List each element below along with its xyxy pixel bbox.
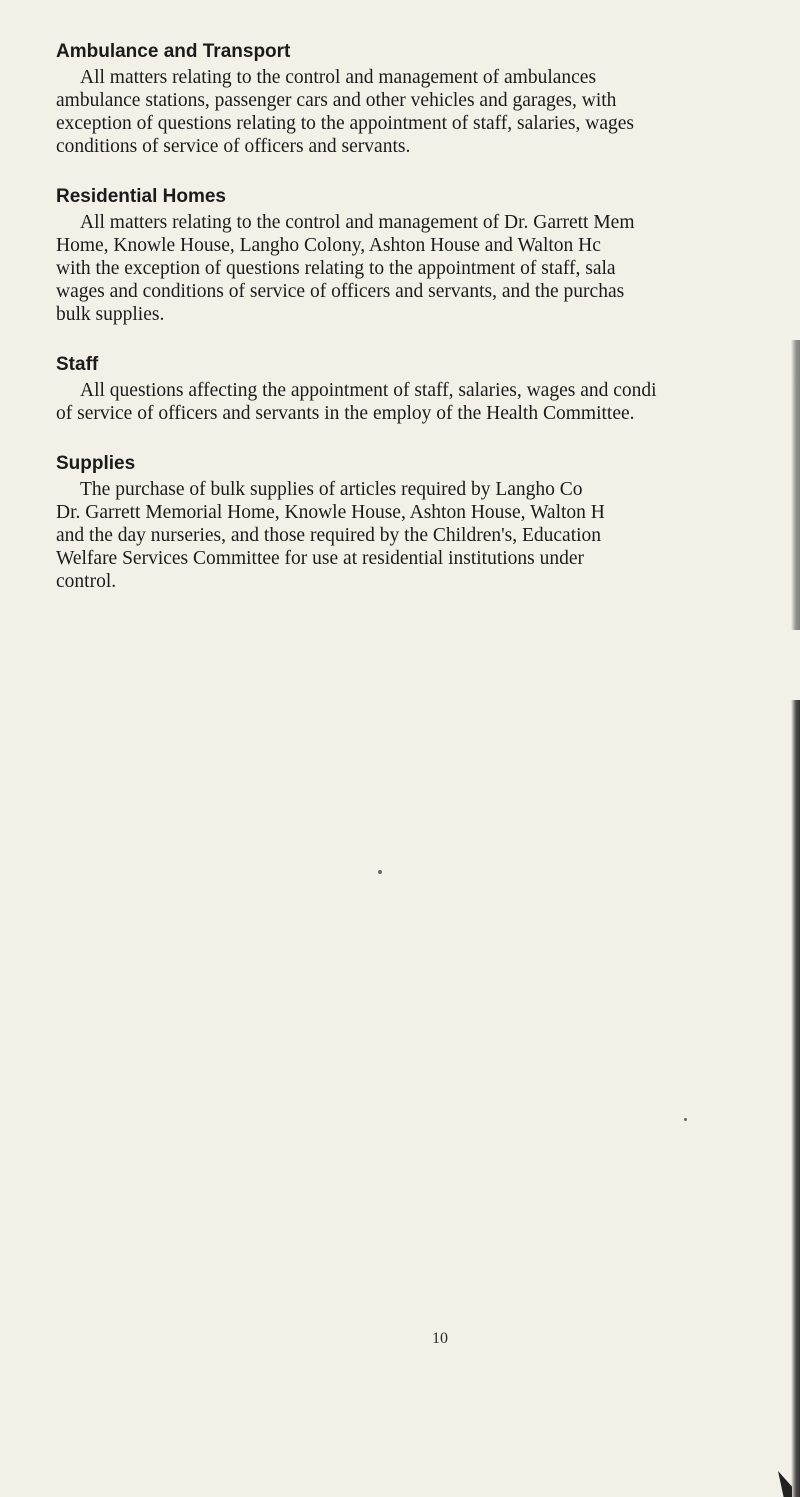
paragraph-line: All matters relating to the control and management of ambulances	[80, 67, 597, 88]
page-number: 10	[432, 1330, 448, 1347]
paragraph-line: All matters relating to the control and management of Dr. Garrett Mem	[80, 212, 635, 233]
paragraph-line: All questions affecting the appointment of staff, salaries, wages and condi	[80, 380, 657, 401]
scan-corner-artifact	[778, 1471, 792, 1497]
section-paragraph	[56, 211, 800, 326]
section-ambulance-transport	[56, 40, 800, 158]
paragraph-line: conditions of service of officers and servants.	[56, 136, 411, 157]
paragraph-line: bulk supplies.	[56, 304, 165, 325]
section-spacer	[56, 158, 800, 185]
scan-edge-shadow	[791, 700, 800, 1497]
section-paragraph	[56, 478, 800, 593]
paragraph-line: with the exception of questions relating to the appointment of staff, sala	[56, 258, 616, 279]
scan-speck	[378, 870, 382, 874]
section-spacer	[56, 326, 800, 353]
paragraph-line: ambulance stations, passenger cars and other vehicles and garages, with	[56, 90, 617, 111]
paragraph-line: and the day nurseries, and those required by the Children's, Education	[56, 525, 602, 546]
scan-edge-shadow	[791, 340, 800, 630]
paragraph-line: The purchase of bulk supplies of articles required by Langho Co	[80, 479, 583, 500]
section-heading: Staff	[56, 354, 99, 375]
section-heading: Supplies	[56, 453, 136, 474]
section-paragraph	[56, 379, 800, 425]
scan-speck	[684, 1118, 687, 1121]
section-paragraph	[56, 66, 800, 158]
section-supplies	[56, 452, 800, 593]
section-heading: Ambulance and Transport	[56, 41, 291, 62]
paragraph-line: wages and conditions of service of officers and servants, and the purchas	[56, 281, 625, 302]
paragraph-line: of service of officers and servants in the employ of the Health Committee.	[56, 403, 635, 424]
paragraph-line: Dr. Garrett Memorial Home, Knowle House, Ashton House, Walton H	[56, 502, 605, 523]
section-spacer	[56, 425, 800, 452]
paragraph-line: exception of questions relating to the appointment of staff, salaries, wages	[56, 113, 634, 134]
paragraph-line: control.	[56, 571, 117, 592]
section-residential-homes	[56, 185, 800, 326]
section-staff	[56, 353, 800, 425]
section-heading: Residential Homes	[56, 186, 226, 207]
document-body	[56, 40, 800, 593]
paragraph-line: Home, Knowle House, Langho Colony, Ashton House and Walton Hc	[56, 235, 601, 256]
paragraph-line: Welfare Services Committee for use at residential institutions under	[56, 548, 585, 569]
